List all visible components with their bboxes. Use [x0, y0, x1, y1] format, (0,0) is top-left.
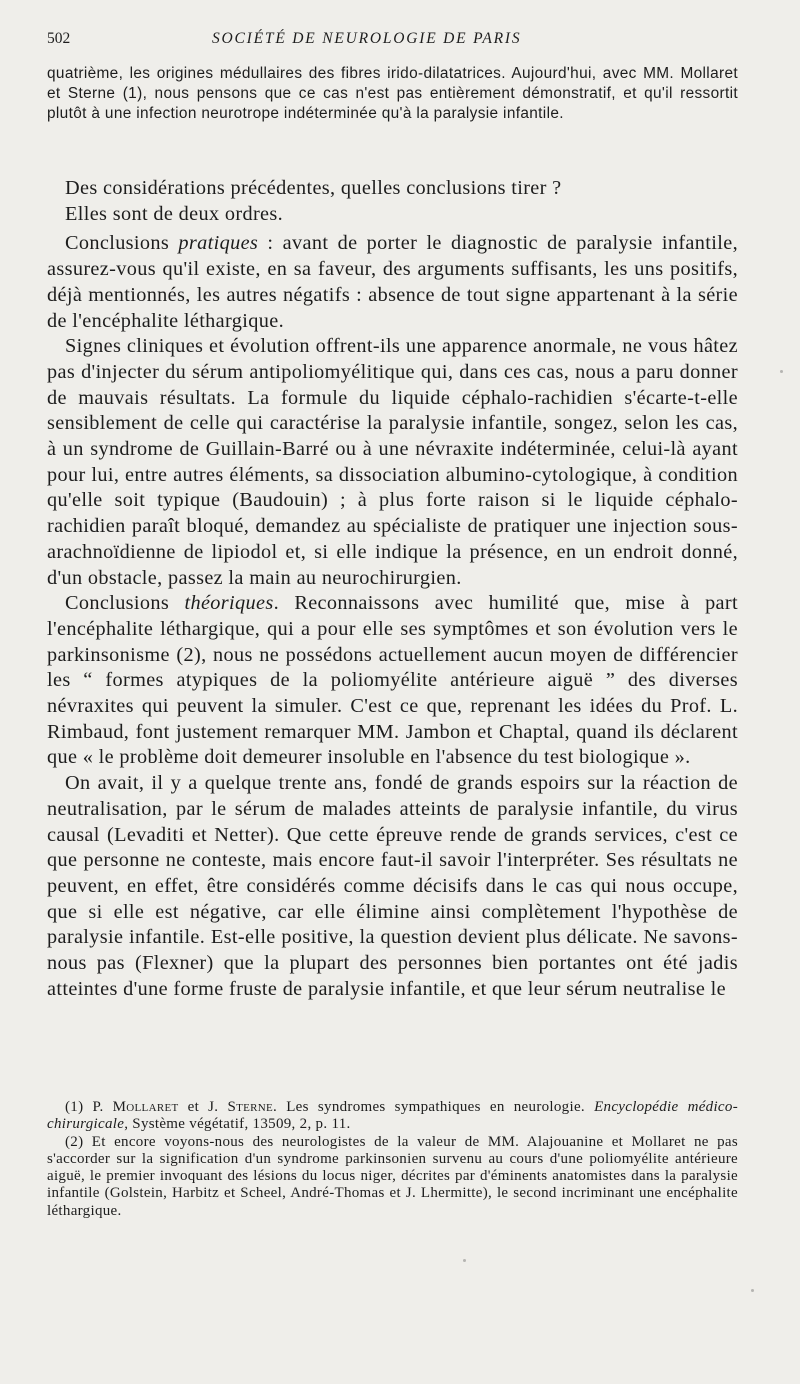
practical-conclusions-paragraph: [47, 231, 738, 334]
footnotes: [47, 1099, 738, 1220]
footnote-2: (2) Et encore voyons-nous des neurologistes de la valeur de MM. Alajouanine et Mollaret ne pas s'accorder sur la signification d'un syndrome parkinsonien survenu au cours d'une poliomyélite antérieure aiguë, le premier invoquant des lésions du locus niger, décrites par d'éminents anatomistes dans la paralysie infantile (Golstein, Harbitz et Scheel, André-Thomas et J. Lhermitte), le second incriminant une encéphalite léthargique.: [47, 1133, 738, 1219]
practical-conclusions-emphasis: pratiques: [178, 232, 259, 255]
page-number: 502: [47, 30, 71, 47]
question-line: Des considérations précédentes, quelles conclusions tirer ?: [65, 177, 562, 199]
footnote-1-reference: , Système végétatif, 13509, 2, p. 11.: [124, 1116, 351, 1133]
continued-paragraph-block: [47, 64, 738, 124]
theoretical-conclusions-emphasis: théoriques: [184, 592, 274, 615]
journal-title: SOCIÉTÉ DE NEUROLOGIE DE PARIS: [212, 30, 522, 47]
theoretical-conclusions-text: . Reconnaissons avec humilité que, mise à part l'encéphalite léthargique, qui a pour elle ses symptômes et son évolution vers le parkinsonisme (2), nous ne possédons actuellement aucun moyen de différencier les “ formes atypiques de la poliomyélite antérieure aiguë ” des diverses névraxites qui peuvent la simuler. C'est ce que, reprenant les idées du Prof. L. Rimbaud, font justement remarquer MM. Jambon et Chaptal, quand ils déclarent que « le problème doit demeurer insoluble en l'absence du test biologique ».: [47, 592, 739, 769]
practical-conclusions-lead: Conclusions: [65, 232, 170, 255]
running-head: [47, 30, 760, 50]
footnote-1: [47, 1099, 738, 1134]
footnote-1-work: Encyclopédie médico-chirurgicale: [47, 1099, 738, 1133]
footnote-1-author-1: Mollaret: [112, 1099, 179, 1115]
answer-line: Elles sont de deux ordres.: [65, 202, 284, 225]
clinical-signs-paragraph: Signes cliniques et évolution offrent-ils une apparence anormale, ne vous hâtez pas d'injecter du sérum antipoliomyélitique qui, dans ces cas, nous a paru donner de mauvais résultats. La formule du liquide céphalo-rachidien s'écarte-t-elle sensiblement de celle qui caractérise la paralysie infantile, songez, selon les cas, à un syndrome de Guillain-Barré ou à une névraxite indéterminée, celui-là ayant pour lui, entre autres éléments, sa dissociation albumino-cytologique, à condition qu'elle soit typique (Baudouin) ; à plus forte raison si le liquide céphalo-rachidien paraît bloqué, demandez au spécialiste de pratiquer une injection sous-arachnoïdienne de lipiodol et, si elle indique la présence, en un endroit donné, d'un obstacle, passez la main au neurochirurgien.: [47, 335, 738, 589]
ink-speck: [780, 370, 783, 373]
neutralisation-paragraph: On avait, il y a quelque trente ans, fondé de grands espoirs sur la réaction de neutralisation, par le sérum de malades atteints de paralysie infantile, du virus causal (Levaditi et Netter). Que cette épreuve rende de grands services, c'est ce que personne ne conteste, mais encore faut-il savoir l'interpréter. Ses résultats ne peuvent, en effet, être considérés comme décisifs dans le cas qui nous occupe, que si elle est négative, car elle élimine ainsi complètement l'hypothèse de paralysie infantile. Est-elle positive, la question devient plus délicate. Ne savons-nous pas (Flexner) que la plupart des personnes bien portantes ont été jadis atteintes d'une forme fruste de paralysie infantile, et que leur sérum neutralise le: [47, 772, 738, 1000]
footnote-1-author-2: Sterne: [227, 1099, 274, 1115]
theoretical-conclusions-lead: Conclusions: [65, 592, 170, 615]
main-text: [47, 176, 738, 1003]
theoretical-conclusions-paragraph: [47, 591, 738, 771]
footnote-1-joiner: et J.: [178, 1099, 228, 1115]
ink-speck: [751, 1289, 754, 1292]
ink-speck: [463, 1259, 466, 1262]
practical-conclusions-text: : avant de porter le diagnostic de paralysie infantile, assurez-vous qu'il existe, en sa faveur, des arguments suffisants, les uns positifs, déjà mentionnés, les autres négatifs : absence de tout signe appartenant à la série de l'encéphalite léthargique.: [47, 232, 738, 332]
continued-paragraph: quatrième, les origines médullaires des fibres irido-dilatatrices. Aujourd'hui, avec MM. Mollaret et Sterne (1), nous pensons que ce cas n'est pas entièrement démonstratif, et qu'il ressortit plutôt à une infection neurotrope indéterminée qu'à la paralysie infantile.: [47, 65, 738, 122]
footnote-1-marker: (1) P.: [65, 1099, 113, 1115]
footnote-1-title: . Les syndromes sympathiques en neurologie.: [273, 1099, 595, 1115]
